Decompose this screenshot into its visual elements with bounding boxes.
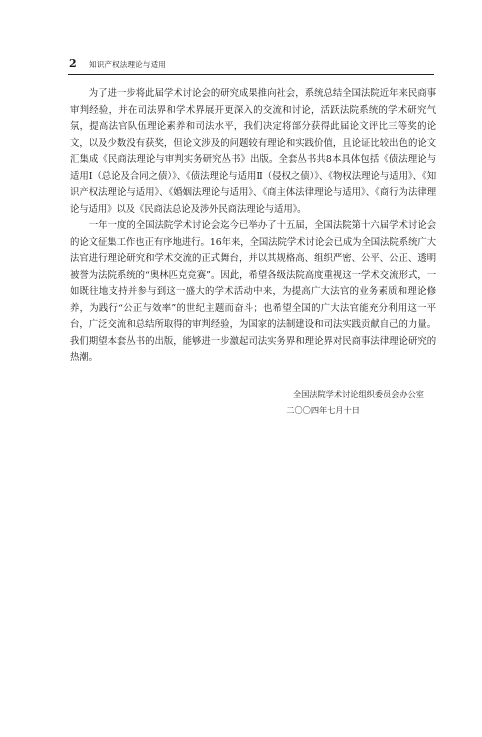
page-number: 2 [69,57,77,70]
body-text [70,86,436,367]
page-header [68,56,434,75]
signature-organization: 全国法院学术讨论组织委员会办公室 [292,389,424,399]
paragraph-1: 为了进一步将此届学术讨论会的研究成果推向社会，系统总结全国法院近年来民商事审判经验，并在司法界和学术界展开更深入的交流和讨论，活跃法院系统的学术研究气氛，提高法官队伍理论素养和司法水平，我们决定将部分获得此届论文评比三等奖的论文，以及少数没有获奖，但论文涉及的问题较有理论和实践价值，且论证比较出色的论文汇集成《民商法理论与审判实务研究丛书》出版。全套丛书共8本具体包括《债法理论与适用Ⅰ（总论及合同之债）》、《债法理论与适用Ⅱ（侵权之债）》、《物权法理论与适用》、《知识产权法理论与适用》、《婚姻法理论与适用》、《商主体法律理论与适用》、《商行为法律理论与适用》以及《民商法总论及涉外民商法理论与适用》。 [70,88,436,215]
paragraph-2: 一年一度的全国法院学术讨论会迄今已举办了十五届，全国法院第十六届学术讨论会的论文征集工作也正有序地进行。16年来，全国法院学术讨论会已成为全国法院系统广大法官进行理论研究和学术交流的正式舞台，并以其规格高、组织严密、公平、公正、透明被誉为法院系统的“奥林匹克竞赛”。因此，希望各级法院高度重视这一学术交流形式，一如既往地支持并参与到这一盛大的学术活动中来，为提高广大法官的业务素质和理论修养，为践行“公正与效率”的世纪主题而奋斗；也希望全国的广大法官能充分利用这一平台，广泛交流和总结所取得的审判经验，为国家的法制建设和司法实践贡献自己的力量。我们期望本套丛书的出版，能够进一步激起司法实务界和理论界对民商事法律理论研究的热潮。 [70,220,436,363]
running-title: 知识产权法理论与适用 [89,60,166,69]
signature-date: 二〇〇四年七月十日 [286,405,360,415]
signature-block [70,386,436,418]
